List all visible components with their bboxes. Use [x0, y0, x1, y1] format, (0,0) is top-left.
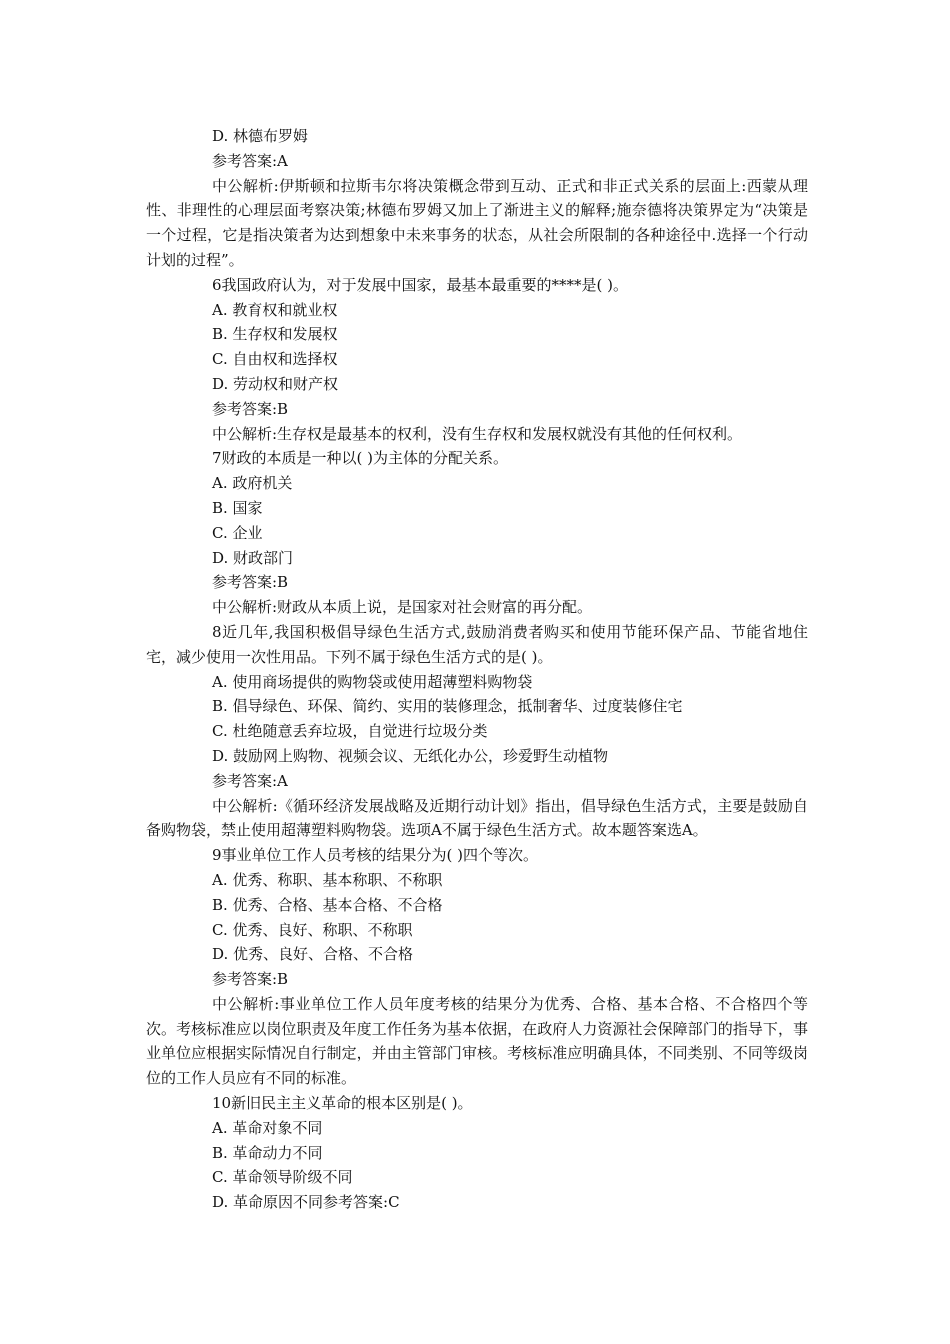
option-d: D. 鼓励网上购物、视频会议、无纸化办公，珍爱野生动植物: [212, 746, 609, 765]
answer: 参考答案:A: [212, 151, 288, 170]
option-a: A. 教育权和就业权: [212, 300, 338, 319]
option-d: D. 革命原因不同参考答案:C: [212, 1193, 400, 1212]
option-c: C. 优秀、良好、称职、不称职: [212, 920, 413, 939]
option-d: D. 财政部门: [212, 548, 294, 567]
analysis: 中公解析:生存权是最基本的权利，没有生存权和发展权就没有其他的任何权利。: [212, 424, 743, 443]
answer: 参考答案:B: [212, 399, 289, 418]
option-b: B. 优秀、合格、基本合格、不合格: [212, 895, 443, 914]
analysis: 中公解析:事业单位工作人员年度考核的结果分为优秀、合格、基本合格、不合格四个等次。考核标准应以岗位职责及年度工作任务为基本依据，在政府人力资源社会保障部门的指导下，事业单位应根据实际情况自行制定，并由主管部门审核。考核标准应明确具体，不同类别、不同等级岗位的工作人员应有不同的标准。: [146, 994, 808, 1088]
answer: 参考答案:A: [212, 771, 288, 790]
option-c: C. 杜绝随意丢弃垃圾，自觉进行垃圾分类: [212, 722, 488, 741]
option-c: C. 自由权和选择权: [212, 350, 338, 369]
document-body: [146, 124, 808, 1215]
option-a: A. 使用商场提供的购物袋或使用超薄塑料购物袋: [212, 672, 533, 691]
question-6: 6我国政府认为，对于发展中国家，最基本最重要的****是( )。: [212, 275, 629, 294]
question-10: 10新旧民主主义革命的根本区别是( )。: [212, 1094, 473, 1113]
question-7: 7财政的本质是一种以( )为主体的分配关系。: [212, 449, 509, 468]
option-b: B. 国家: [212, 498, 263, 517]
option-a: A. 革命对象不同: [212, 1118, 323, 1137]
answer: 参考答案:B: [212, 573, 289, 592]
analysis: 中公解析:伊斯顿和拉斯韦尔将决策概念带到互动、正式和非正式关系的层面上:西蒙从理性、非理性的心理层面考察决策;林德布罗姆又加上了渐进主义的解释;施奈德将决策界定为“决策是一个过程，它是指决策者为达到想象中未来事务的状态，从社会所限制的各种途径中.选择一个行动计划的过程”。: [146, 176, 808, 269]
option-c: C. 革命领导阶级不同: [212, 1168, 353, 1187]
option-c: C. 企业: [212, 523, 263, 542]
option-b: B. 生存权和发展权: [212, 325, 338, 344]
analysis: 中公解析:财政从本质上说，是国家对社会财富的再分配。: [212, 598, 593, 617]
option-a: A. 优秀、称职、基本称职、不称职: [212, 870, 443, 889]
option-d: D. 劳动权和财产权: [212, 374, 339, 393]
answer: 参考答案:B: [212, 970, 289, 989]
question-9: 9事业单位工作人员考核的结果分为( )四个等次。: [212, 846, 539, 865]
analysis: 中公解析:《循环经济发展战略及近期行动计划》指出，倡导绿色生活方式，主要是鼓励自备购物袋，禁止使用超薄塑料购物袋。选项A不属于绿色生活方式。故本题答案选A。: [146, 796, 808, 840]
option-b: B. 革命动力不同: [212, 1143, 323, 1162]
option-d: D. 林德布罗姆: [212, 127, 309, 145]
option-b: B. 倡导绿色、环保、简约、实用的装修理念，抵制奢华、过度装修住宅: [212, 697, 683, 716]
option-d: D. 优秀、良好、合格、不合格: [212, 945, 414, 964]
option-a: A. 政府机关: [212, 474, 293, 493]
question-8: 8近几年,我国积极倡导绿色生活方式,鼓励消费者购买和使用节能环保产品、节能省地住宅，减少使用一次性用品。下列不属于绿色生活方式的是( )。: [146, 622, 808, 666]
